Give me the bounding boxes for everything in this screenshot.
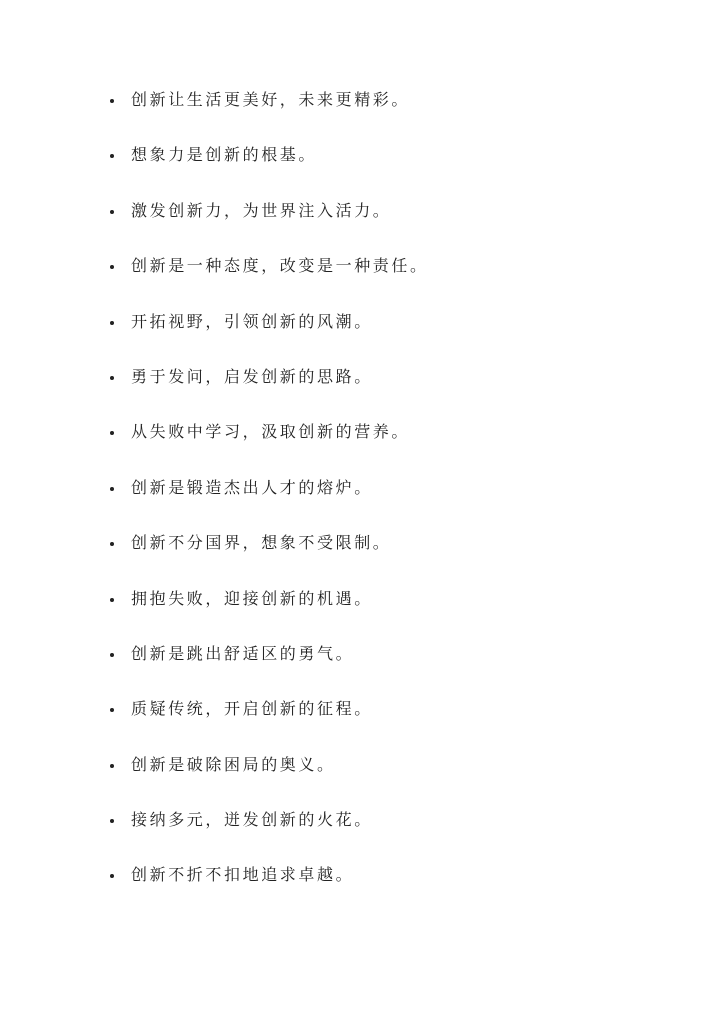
- bullet-icon: [110, 653, 114, 657]
- list-item: [110, 585, 670, 640]
- list-item: [110, 141, 670, 196]
- bullet-icon: [110, 598, 114, 602]
- bullet-icon: [110, 321, 114, 325]
- list-item-text: 接纳多元，迸发创新的火花。: [131, 810, 373, 830]
- bullet-icon: [110, 764, 114, 768]
- list-item-text: 激发创新力，为世界注入活力。: [131, 200, 392, 220]
- list-item: [110, 308, 670, 363]
- list-item-text: 创新是一种态度，改变是一种责任。: [131, 256, 429, 276]
- list-item: [110, 363, 670, 418]
- list-item-text: 从失败中学习，汲取创新的营养。: [131, 422, 411, 442]
- list-item-text: 创新不折不扣地追求卓越。: [131, 865, 355, 885]
- list-item: [110, 529, 670, 584]
- list-item-text: 拥抱失败，迎接创新的机遇。: [131, 588, 373, 608]
- list-item-text: 想象力是创新的根基。: [131, 145, 318, 165]
- list-item: [110, 806, 670, 861]
- list-item: [110, 695, 670, 750]
- bullet-icon: [110, 154, 114, 158]
- list-item-text: 创新不分国界，想象不受限制。: [131, 533, 392, 553]
- list-item-text: 创新是破除困局的奥义。: [131, 754, 336, 774]
- list-item: [110, 418, 670, 473]
- bullet-icon: [110, 431, 114, 435]
- bullet-icon: [110, 99, 114, 103]
- list-item: [110, 474, 670, 529]
- bullet-icon: [110, 210, 114, 214]
- list-item-text: 勇于发问，启发创新的思路。: [131, 366, 373, 386]
- bullet-icon: [110, 708, 114, 712]
- list-item-text: 质疑传统，开启创新的征程。: [131, 699, 373, 719]
- list-item-text: 创新是锻造杰出人才的熔炉。: [131, 477, 373, 497]
- bullet-icon: [110, 542, 114, 546]
- bullet-icon: [110, 376, 114, 380]
- list-item: [110, 751, 670, 806]
- bullet-icon: [110, 265, 114, 269]
- list-item: [110, 86, 670, 141]
- list-item-text: 创新是跳出舒适区的勇气。: [131, 643, 355, 663]
- bullet-icon: [110, 819, 114, 823]
- bullet-icon: [110, 487, 114, 491]
- list-item: [110, 861, 670, 916]
- list-item: [110, 252, 670, 307]
- list-item: [110, 640, 670, 695]
- list-item: [110, 197, 670, 252]
- bullet-list: [110, 86, 670, 917]
- list-item-text: 创新让生活更美好，未来更精彩。: [131, 90, 411, 109]
- bullet-icon: [110, 874, 114, 878]
- list-item-text: 开拓视野，引领创新的风潮。: [131, 311, 373, 331]
